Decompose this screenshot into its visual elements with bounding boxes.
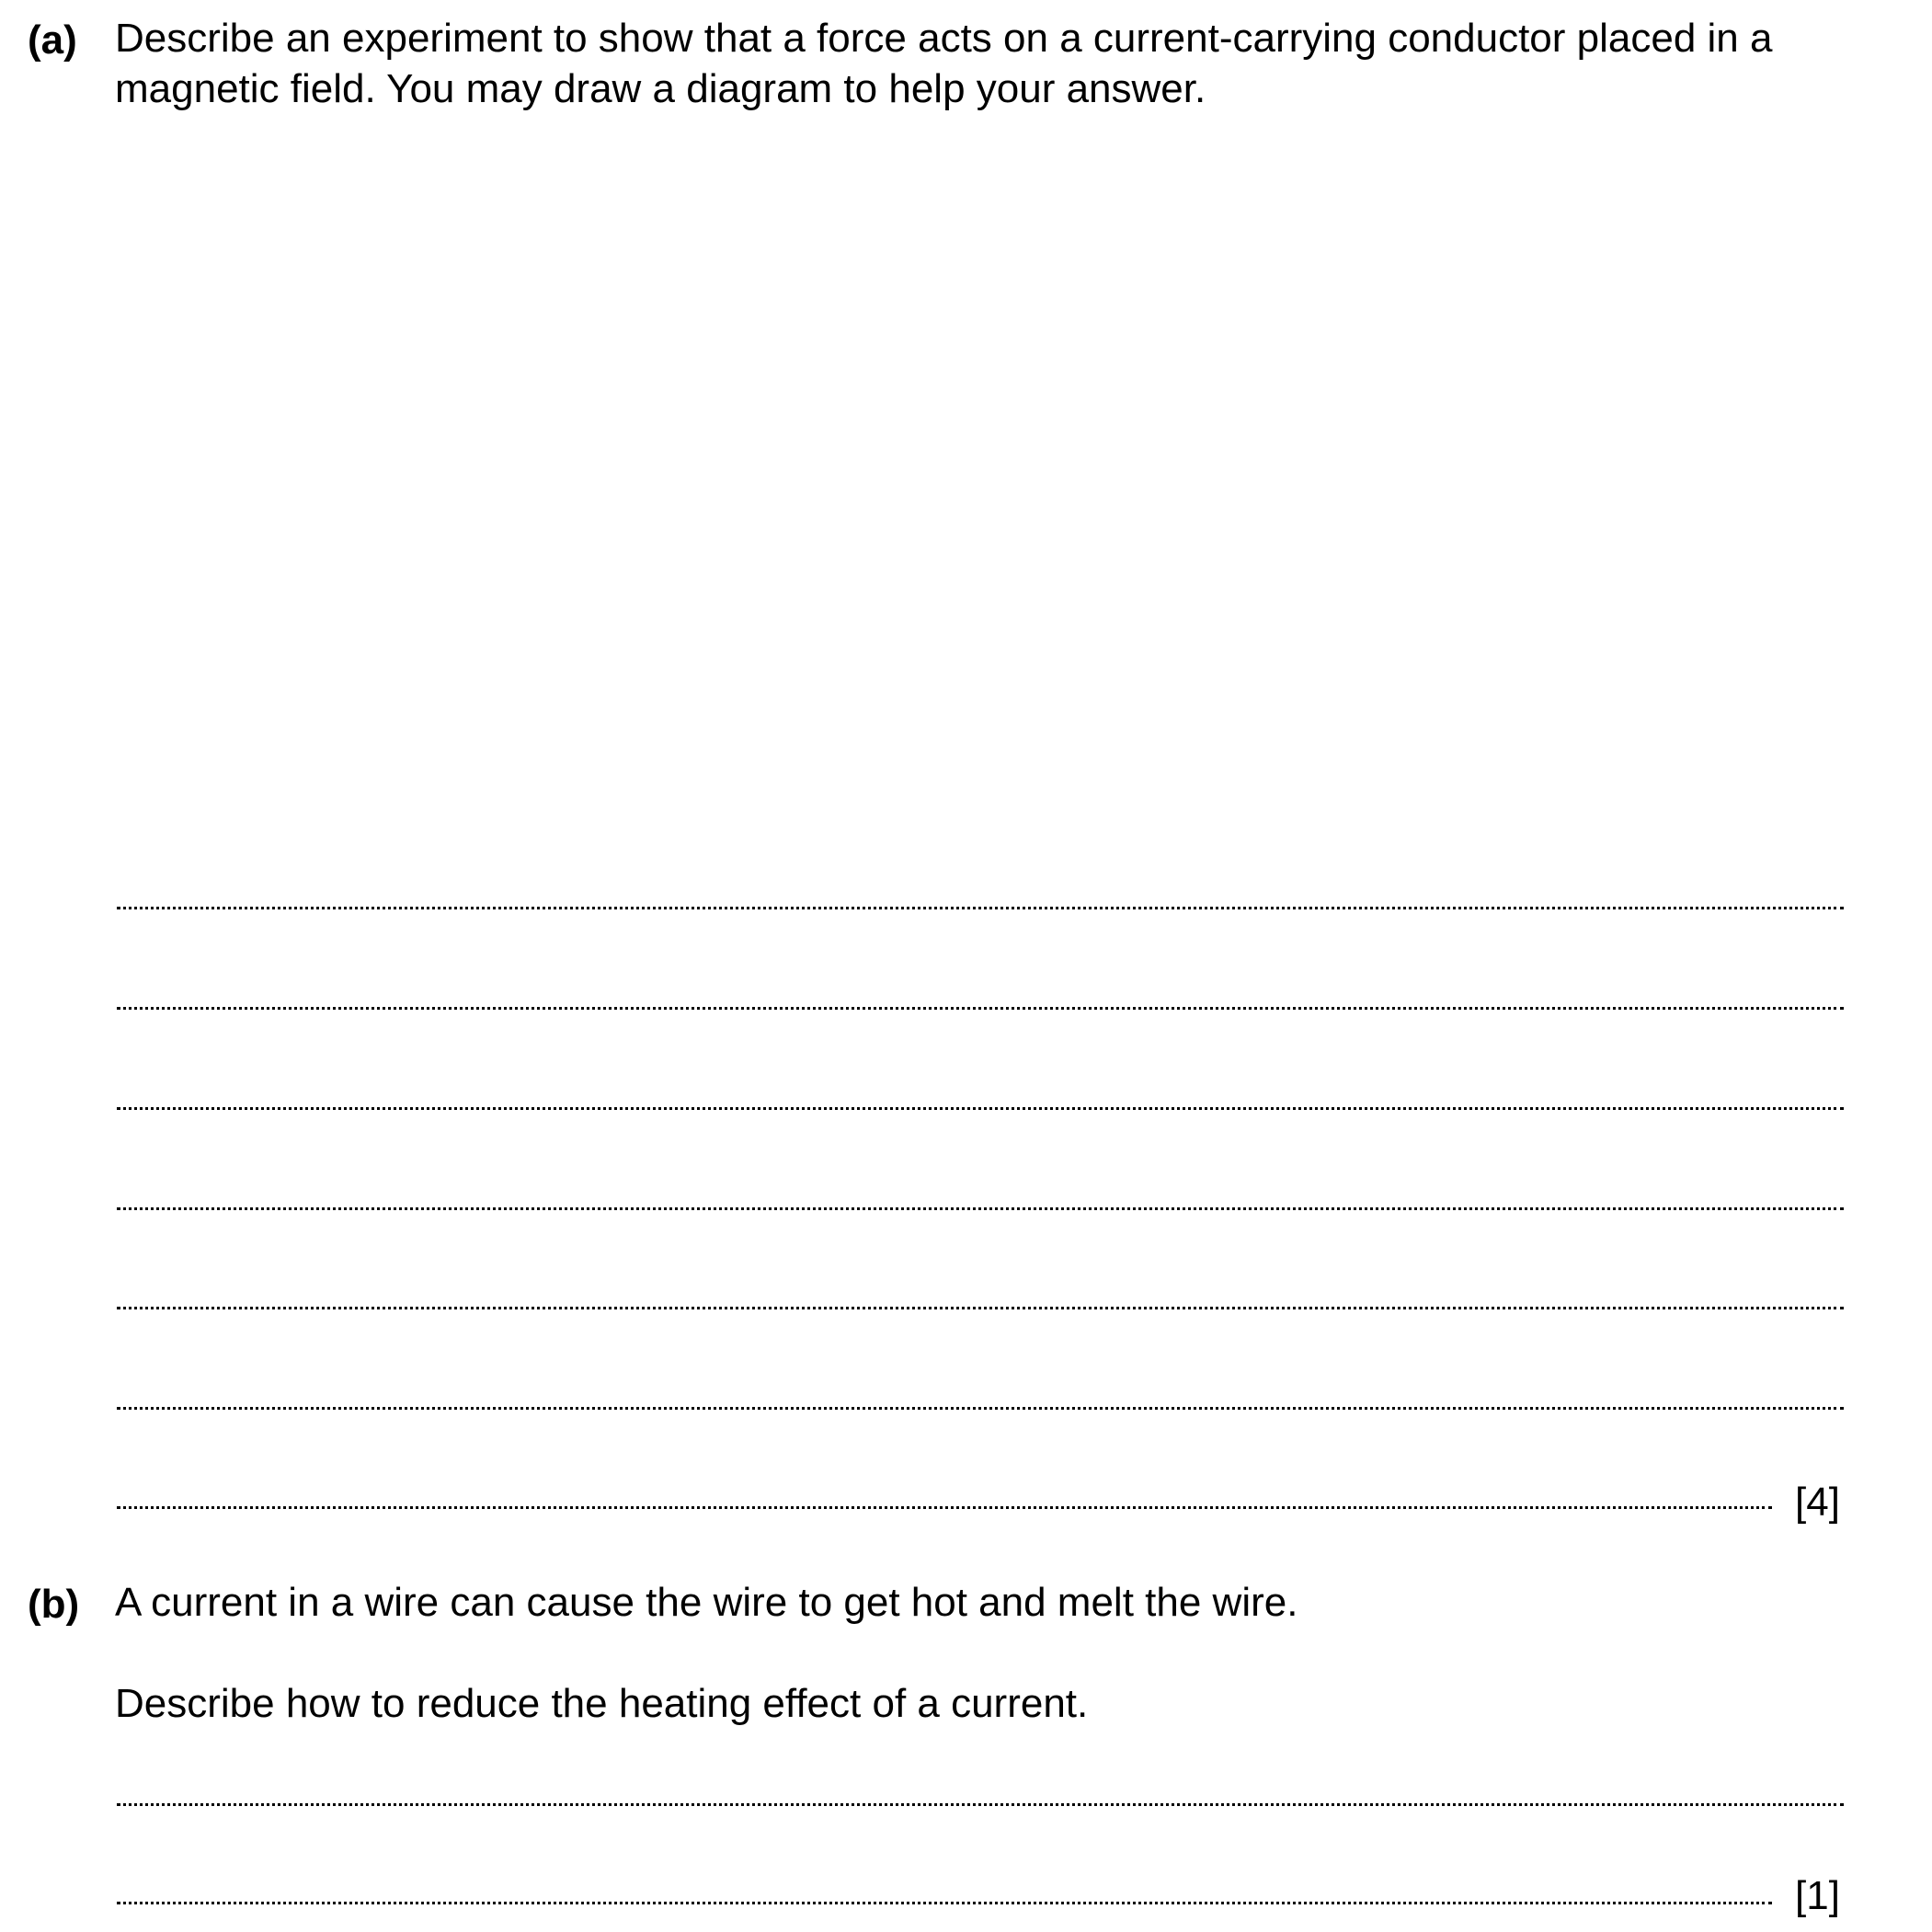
answer-line-a-7[interactable]: [117, 1506, 1772, 1509]
answer-line-a-4[interactable]: [117, 1207, 1844, 1210]
answer-line-a-6[interactable]: [117, 1407, 1844, 1410]
part-a-label: (a): [28, 17, 77, 63]
answer-line-a-3[interactable]: [117, 1107, 1844, 1110]
part-b-question: Describe how to reduce the heating effect of a current.: [115, 1681, 1089, 1726]
answer-line-a-2[interactable]: [117, 1007, 1844, 1010]
answer-line-a-5[interactable]: [117, 1307, 1844, 1309]
answer-line-b-2[interactable]: [117, 1902, 1772, 1904]
part-a-marks: [4]: [1795, 1480, 1840, 1525]
diagram-space[interactable]: [115, 129, 1844, 864]
part-a-question-line-2: magnetic field. You may draw a diagram to help your answer.: [115, 66, 1206, 111]
part-b-statement: A current in a wire can cause the wire to get hot and melt the wire.: [115, 1580, 1298, 1625]
answer-line-a-1[interactable]: [117, 907, 1844, 909]
answer-line-b-1[interactable]: [117, 1803, 1844, 1806]
part-a-question-line-1: Describe an experiment to show that a force acts on a current-carrying conductor placed in a: [115, 16, 1773, 61]
part-b-label: (b): [28, 1582, 80, 1627]
part-b-marks: [1]: [1795, 1873, 1840, 1918]
